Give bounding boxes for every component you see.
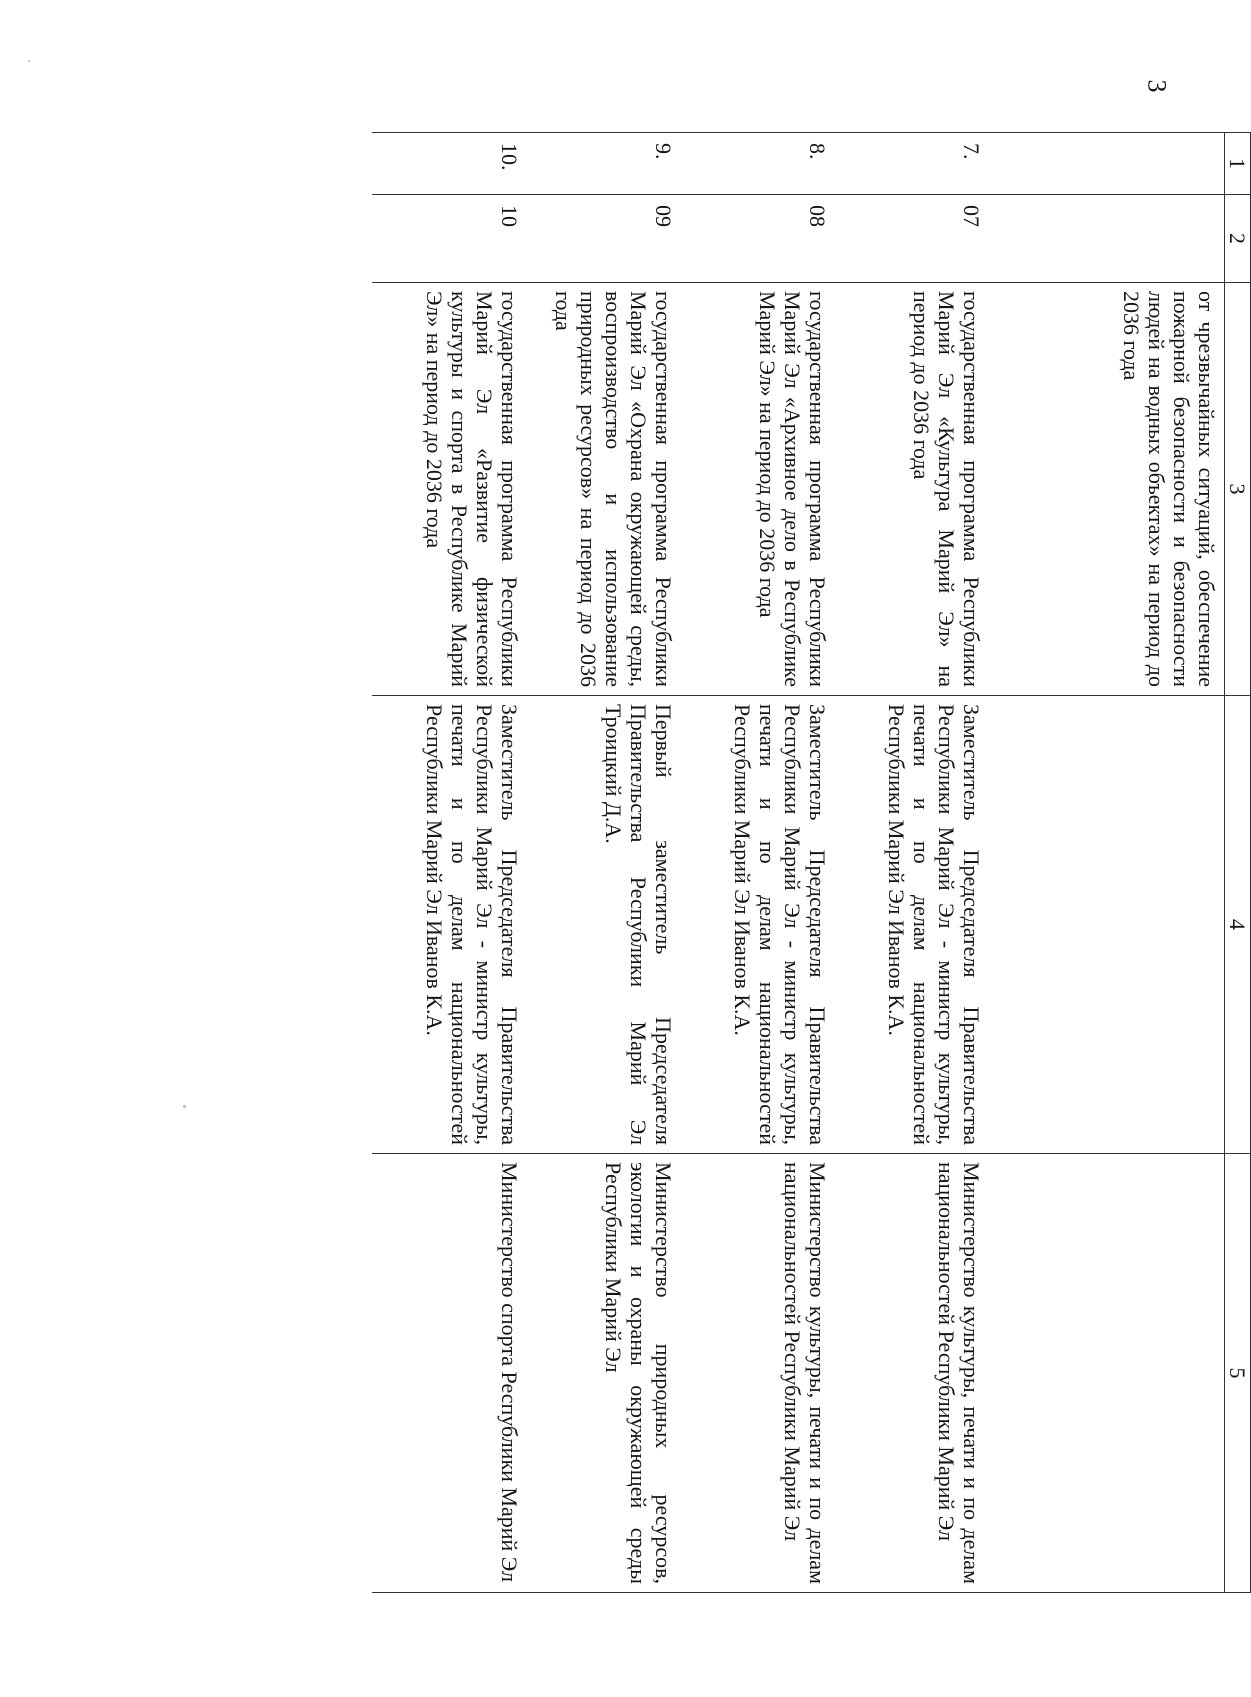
table-row <box>989 133 1225 1593</box>
row-number: 8. <box>681 133 835 195</box>
page-number: 3 <box>1142 79 1172 93</box>
column-number-3: 3 <box>1225 283 1251 696</box>
table-row <box>527 133 681 1593</box>
column-number-1: 1 <box>1225 133 1251 195</box>
row-number: 9. <box>527 133 681 195</box>
program-code: 08 <box>681 195 835 283</box>
program-code: 10 <box>373 195 527 283</box>
program-code: 09 <box>527 195 681 283</box>
table-row <box>681 133 835 1593</box>
program-curator: Заместитель Председателя Правительства Республики Марий Эл - министр культуры, печати и по делам национальностей Республики Марий Эл Иванов К.А. <box>681 696 835 1154</box>
responsible-executor: Министерство культуры, печати и по делам национальностей Республики Марий Эл <box>681 1154 835 1593</box>
scan-speck <box>183 1105 186 1108</box>
programs-table <box>373 132 1251 1593</box>
column-number-4: 4 <box>1225 696 1251 1154</box>
column-number-2: 2 <box>1225 195 1251 283</box>
responsible-executor: Министерство культуры, печати и по делам национальностей Республики Марий Эл <box>835 1154 989 1593</box>
row-number: 10. <box>373 133 527 195</box>
program-code <box>989 195 1225 283</box>
program-title: от чрезвычайных ситуаций, обеспечение пожарной безопасности и безопасности людей на водных объектах» на период до 2036 года <box>989 283 1225 696</box>
row-number <box>989 133 1225 195</box>
scan-speck <box>28 60 30 62</box>
column-number-5: 5 <box>1225 1154 1251 1593</box>
responsible-executor: Министерство природных ресурсов, экологии и охраны окружающей среды Республики Марий Эл <box>527 1154 681 1593</box>
table-row <box>373 133 527 1593</box>
program-curator: Первый заместитель Председателя Правительства Республики Марий Эл Троицкий Д.А. <box>527 696 681 1154</box>
program-title: государственная программа Республики Марий Эл «Развитие физической культуры и спорта в Республике Марий Эл» на период до 2036 года <box>373 283 527 696</box>
program-curator <box>989 696 1225 1154</box>
row-number: 7. <box>835 133 989 195</box>
program-title: государственная программа Республики Марий Эл «Охрана окружающей среды, воспроизводство и использование природных ресурсов» на период до 2036 года <box>527 283 681 696</box>
table-row <box>835 133 989 1593</box>
program-title: государственная программа Республики Марий Эл «Архивное дело в Республике Марий Эл» на период до 2036 года <box>681 283 835 696</box>
program-code: 07 <box>835 195 989 283</box>
program-title: государственная программа Республики Марий Эл «Культура Марий Эл» на период до 2036 года <box>835 283 989 696</box>
program-curator: Заместитель Председателя Правительства Республики Марий Эл - министр культуры, печати и по делам национальностей Республики Марий Эл Иванов К.А. <box>835 696 989 1154</box>
responsible-executor <box>989 1154 1225 1593</box>
document-table-frame <box>220 132 1251 1592</box>
program-curator: Заместитель Председателя Правительства Республики Марий Эл - министр культуры, печати и по делам национальностей Республики Марий Эл Иванов К.А. <box>373 696 527 1154</box>
header-row <box>1225 133 1251 1593</box>
responsible-executor: Министерство спорта Республики Марий Эл <box>373 1154 527 1593</box>
